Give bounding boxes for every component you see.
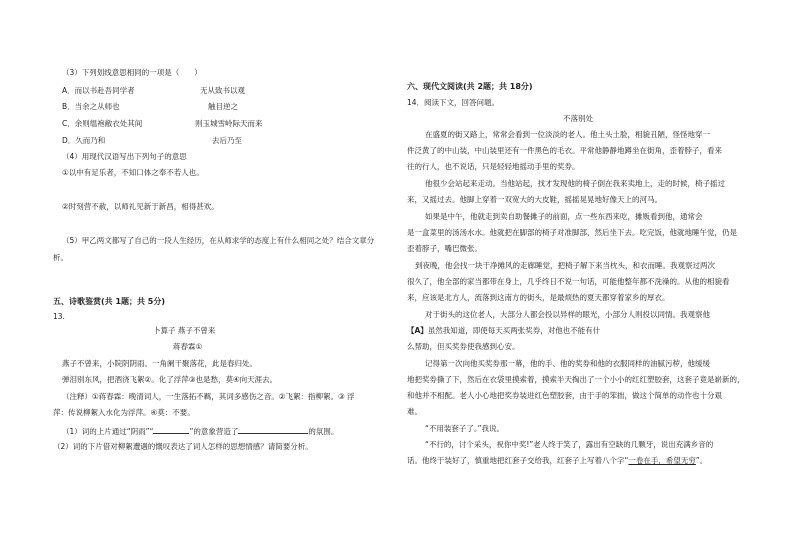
option-d-2: 去后乃至 [212,136,242,145]
para-4-line-3: 来，应该是北方人，流落到这南方的街头，是最烦热的夏天都穿着家乡的厚衣。 [407,293,670,302]
para-4-line-2: 很久了，他全部的家当都带在身上，几乎终日不说一句话，可能他整年都不洗澡的。从他的相貌看 [407,277,730,286]
question-4: （4）用现代汉语写出下列句子的意思 [62,152,187,161]
question-4-item-2: ②时刻营不赦，以师礼见新于新昌，相得甚欢。 [62,202,219,211]
article-title: 不落别处 [563,114,593,123]
option-c-1: C．余则缊袍敝衣处其间 [62,119,143,128]
para-1-line-2: 件泛黄了的中山装，中山装里还有一件黑色的毛衣。平常他静静地蹲坐在街角，歪着脖子，看来 [407,146,722,155]
question-4-item-1: ①以中有足乐者，不知口体之奉不若人也。 [62,168,204,177]
para-1-line-1: 在盛夏的街又路上，常常会看到一位淡淡的老人。他土头土脸，相貌丑陋，怪怪地穿一 [425,130,710,139]
poem-note-1: （注释）①蒋春霖：晚清词人，一生落拓不羁，其词多感伤之音。②飞絮：指柳絮。③ 浮 [62,392,355,401]
para-2-line-2: 来，又摇过去。他脚上穿着一双宽大的大皮鞋，摇摇晃晃地好像天上的河马。 [407,195,662,204]
poem-title: 卜算子 燕子不曾来 [153,326,216,335]
dialogue-2-line-1: “不行的，讨个采头，祝你中奖!”老人终于笑了，露出有空缺的几颗牙，说出充满乡音的 [425,440,714,449]
dialogue-2-line-2: 话。他终于装好了，慎重地把红套子交给我，红套子上写着八个字“一卷在手，希望无穷”。 [407,456,708,465]
para-6-line-3: 和他并不相配。老人小心地把奖券装进红色塑胶套，由于手的笨拙，做这个简单的动作也十分艰 [407,391,722,400]
para-6-line-2: 地把奖券撕了下，然后在衣袋里摸索着，摸索半天掏出了一个小小的红红塑胶套，这套子竟是崭新的， [407,375,745,384]
section-6-heading: 六、现代文阅读(共 2题；共 18分) [407,82,533,91]
question-5-cont: 析。 [53,253,68,262]
para-3-line-3: 歪着脖子，嘴巴微张。 [407,244,482,253]
question-13-number: 13. [53,312,65,321]
question-14: 14．阅读下文，回答问题。 [407,98,500,107]
poem-line-1: 燕子不曾来，小院阴阴雨。一角阑干聚落花，此是春归处。 [62,359,257,368]
para-1-line-3: 往的行人，也不说话，只是轻轻地摇动手里的奖券。 [407,162,580,171]
para-5-line-1: 对于街头的这位老人，大部分人都会投以异样的眼光，小部分人则投以同情。我观察他 [425,310,710,319]
option-b-1: B．当余之从师也 [62,102,120,111]
para-5-line-2: 【A】虽然我知道，即使每天买两张奖券，对他也不能有什 [407,326,601,335]
poem-author: 蒋春霖① [173,342,203,351]
option-a-1: A．而以书赴吾同学者 [62,86,135,95]
poem-note-2: 萍：传说柳絮入水化为浮萍。④莫：不要。 [53,408,195,417]
answer-blank-2[interactable] [238,425,308,434]
option-b-2: 触目逆之 [208,102,238,111]
para-5-line-3: 么帮助，但买奖券使我感到心安。 [407,342,520,351]
dialogue-1: “不用装套子了。”我说。 [425,424,505,433]
poem-line-2: 弹泪别东风，把酒浇飞絮②。化了浮萍③也是愁，莫④向天涯去。 [62,375,278,384]
para-2-line-1: 他很少会站起来走动。当他站起，找才发现他的椅子倒在我来卖地上，走的时候，椅子摇过 [425,179,725,188]
para-6-line-1: 记得第一次向他买奖券那一幕，他的手、他的奖券和他的衣服同样的油腻污秽，他缓缓 [425,359,710,368]
option-d-1: D．久而乃和 [62,136,106,145]
question-5: （5）甲乙两文都写了自己的一段人生经历，在从师求学的态度上有什么相同之处？结合文章分 [62,236,375,245]
option-c-2: 则玉城雪岭际天而来 [195,119,263,128]
option-a-2: 无从致书以观 [200,86,245,95]
section-5-heading: 五、诗歌鉴赏(共 1题；共 5分) [53,297,166,306]
para-3-line-1: 如果是中午，他就走到卖自助餐摊子的前面，点一些东西来吃，摊贩看到他，通常会 [425,212,703,221]
question-3: （3）下列划线意思相同的一项是（ ） [62,68,202,77]
sub-question-2: （2）词的下片借对柳絮遭遇的慨叹表达了词人怎样的思想情感？请简要分析。 [53,442,313,451]
answer-blank-1[interactable] [153,425,189,434]
para-4-line-1: 到夜晚，他会找一块干净摊风的走廊睡觉，把椅子解下来当枕头，和衣而睡。我观察过两次 [415,261,715,270]
para-3-line-2: 是一盒菜里的汤汤水水。他就把在脚部的椅子对准脚部，然后坐下去。吃完饭，他就地睡午觉，仍是 [407,228,737,237]
sub-question-1: （1）词的上片通过“阴雨”“ ”的意象营造了 的氛围。 [62,427,339,436]
para-6-line-4: 难。 [407,407,422,416]
